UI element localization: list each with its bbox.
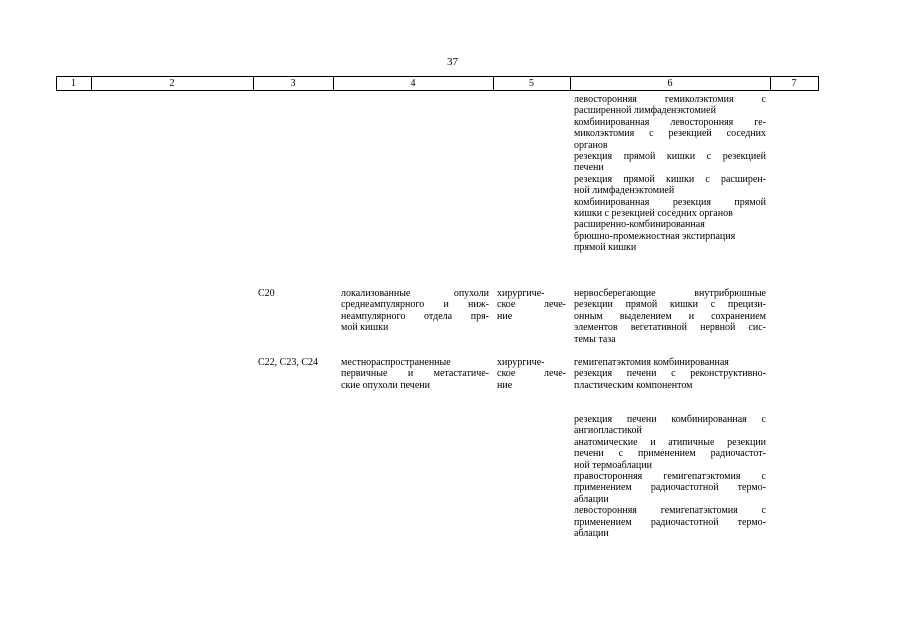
- continuation-methods-cell: [574, 94, 766, 254]
- method-line: печени: [574, 162, 604, 174]
- row-c20-treatment: [497, 288, 566, 322]
- column-divider: [493, 76, 494, 91]
- model-line: первичные и метастатиче-: [341, 368, 489, 380]
- method-line: резекция прямой кишки с расширен-: [574, 173, 766, 185]
- row-c22-methods-group-1: [574, 357, 766, 391]
- method-line: аблации: [574, 528, 609, 540]
- column-divider: [253, 76, 254, 91]
- column-header-4: 4: [410, 78, 416, 89]
- model-line: ские опухоли печени: [341, 379, 430, 391]
- treatment-line: ское лече-: [497, 299, 566, 311]
- column-divider: [56, 76, 57, 91]
- model-line: среднеампулярного и ниж-: [341, 299, 489, 311]
- row-c20-codes: [258, 288, 330, 299]
- method-line: левосторонняя гемиколэктомия с: [574, 94, 766, 105]
- method-line: брюшно-промежностная экстирпация: [574, 230, 736, 242]
- treatment-line: хирургиче-: [497, 288, 545, 299]
- page-number: 37: [447, 56, 458, 68]
- method-line: ангиопластикой: [574, 425, 642, 437]
- method-line: кишки с резекцией соседних органов: [574, 208, 733, 220]
- column-divider: [333, 76, 334, 91]
- column-divider: [91, 76, 92, 91]
- method-line: резекция прямой кишки с резекцией: [574, 151, 766, 163]
- method-line: печени с применением радиочастот-: [574, 448, 766, 460]
- method-line: элементов вегетативной нервной сис-: [574, 322, 766, 334]
- row-c20-methods: [574, 288, 766, 345]
- column-divider: [818, 76, 819, 91]
- row-c22-codes: [258, 357, 332, 368]
- method-line: гемигепатэктомия комбинированная: [574, 357, 729, 368]
- treatment-line: ние: [497, 379, 513, 391]
- diagnosis-code: C22, C23, C24: [258, 357, 319, 368]
- method-line: комбинированная резекция прямой: [574, 196, 766, 208]
- model-line: местнораспространенные: [341, 357, 451, 368]
- method-line: комбинированная левосторонняя ге-: [574, 116, 766, 128]
- method-line: применением радиочастотной термо-: [574, 482, 766, 494]
- method-line: темы таза: [574, 333, 616, 345]
- method-line: правосторонняя гемигепатэктомия с: [574, 471, 766, 483]
- column-divider: [770, 76, 771, 91]
- row-c22-model: [341, 357, 489, 391]
- treatment-line: ние: [497, 310, 513, 322]
- model-line: локализованные опухоли: [341, 288, 489, 299]
- method-line: онным выделением и сохранением: [574, 310, 766, 322]
- row-c20-model: [341, 288, 489, 334]
- row-c22-methods-group-2: [574, 414, 766, 539]
- column-header-2: 2: [169, 78, 175, 89]
- method-line: резекции прямой кишки с прецизи-: [574, 299, 766, 311]
- method-line: миколэктомия с резекцией соседних: [574, 128, 766, 140]
- table-header-row: [56, 76, 818, 91]
- method-line: нервосберегающие внутрибрюшные: [574, 288, 766, 299]
- method-line: расширенно-комбинированная: [574, 219, 705, 231]
- method-line: анатомические и атипичные резекции: [574, 436, 766, 448]
- method-line: резекция печени с реконструктивно-: [574, 368, 766, 380]
- method-line: органов: [574, 139, 608, 151]
- model-line: неампулярного отдела пря-: [341, 310, 489, 322]
- method-line: ной лимфаденэктомией: [574, 185, 675, 197]
- method-line: применением радиочастотной термо-: [574, 516, 766, 528]
- method-line: прямой кишки: [574, 242, 637, 254]
- diagnosis-code: C20: [258, 288, 275, 299]
- model-line: мой кишки: [341, 322, 389, 334]
- method-line: расширенной лимфаденэктомией: [574, 105, 716, 117]
- method-line: левосторонняя гемигепатэктомия с: [574, 505, 766, 517]
- method-line: пластическим компонентом: [574, 379, 693, 391]
- column-header-5: 5: [529, 78, 534, 89]
- column-header-1: 1: [71, 78, 76, 89]
- column-header-6: 6: [667, 78, 673, 89]
- column-header-3: 3: [290, 78, 296, 89]
- method-line: аблации: [574, 493, 609, 505]
- column-divider: [570, 76, 571, 91]
- row-c22-treatment: [497, 357, 566, 391]
- method-line: ной термоаблации: [574, 459, 652, 471]
- method-line: резекция печени комбинированная с: [574, 414, 766, 425]
- column-header-7: 7: [791, 78, 797, 89]
- treatment-line: ское лече-: [497, 368, 566, 380]
- treatment-line: хирургиче-: [497, 357, 545, 368]
